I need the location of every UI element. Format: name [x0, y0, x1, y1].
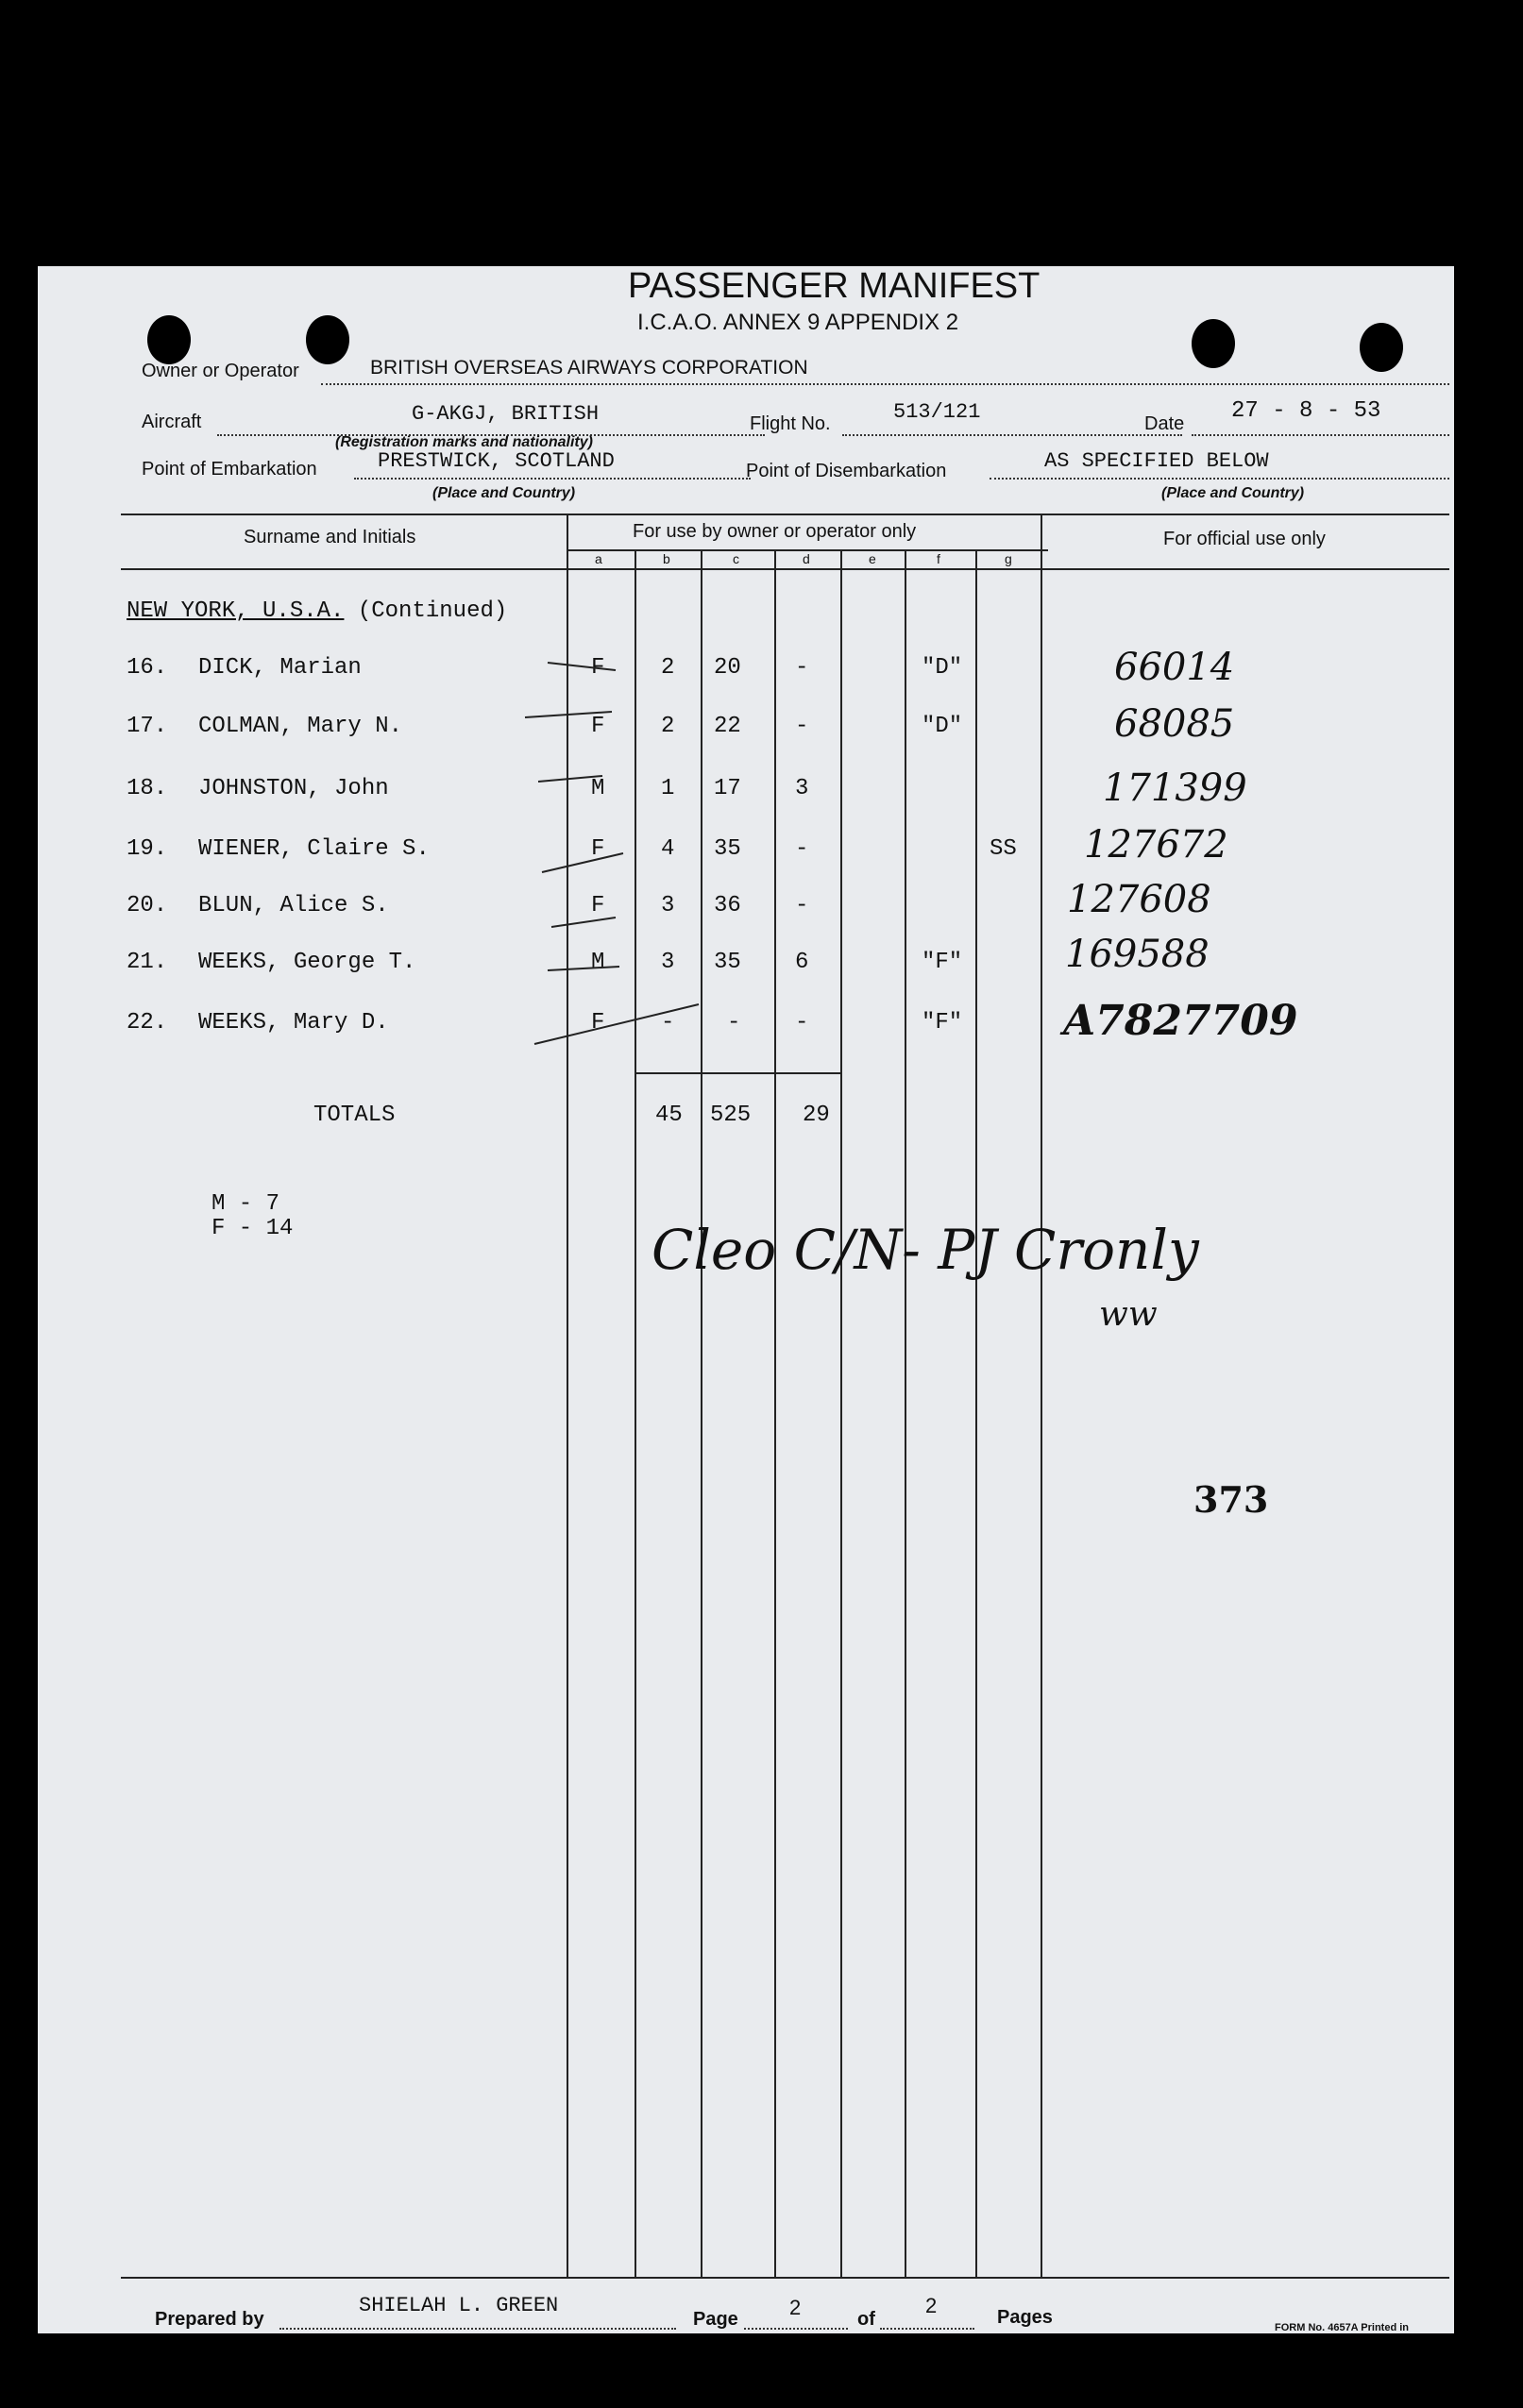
cell-d: -: [795, 836, 809, 862]
cell-c: 35: [714, 836, 741, 862]
embark-note: (Place and Country): [432, 485, 576, 501]
aircraft-note: (Registration marks and nationality): [335, 434, 593, 450]
tick-mark: [551, 918, 616, 927]
subcol-c: c: [733, 551, 739, 566]
flight-value: 513/121: [893, 400, 981, 424]
date-value: 27 - 8 - 53: [1231, 398, 1381, 424]
col-surname-header: Surname and Initials: [244, 527, 416, 547]
cell-a: F: [591, 655, 605, 681]
cell-a: F: [591, 1010, 605, 1036]
cell-a: F: [591, 893, 605, 918]
cell-f: "D": [922, 714, 963, 739]
tick-mark: [534, 1004, 699, 1044]
cell-g: SS: [990, 836, 1017, 862]
of-label: of: [857, 2309, 875, 2330]
row-number: 22.: [127, 1010, 168, 1036]
embark-value: PRESTWICK, SCOTLAND: [378, 449, 615, 473]
cell-a: F: [591, 714, 605, 739]
cell-c: 35: [714, 950, 741, 975]
official-signature: Cleo C/N- PJ Cronly: [652, 1218, 1199, 1282]
official-number: 127608: [1067, 878, 1211, 921]
disembark-note: (Place and Country): [1161, 485, 1305, 501]
prepared-value: SHIELAH L. GREEN: [359, 2294, 559, 2317]
col-owner-use-header: For use by owner or operator only: [633, 521, 917, 542]
cell-c: 22: [714, 714, 741, 739]
form-title: PASSENGER MANIFEST: [628, 266, 1041, 306]
official-number: 68085: [1114, 702, 1235, 746]
passenger-name: WEEKS, George T.: [198, 950, 416, 975]
pages-label: Pages: [997, 2307, 1053, 2328]
official-number: 169588: [1065, 933, 1210, 976]
cell-b: 4: [661, 836, 675, 862]
of-line: [880, 2328, 974, 2330]
tick-mark: [525, 712, 612, 717]
cell-c: 20: [714, 655, 741, 681]
disembark-label: Point of Disembarkation: [746, 461, 947, 481]
cell-f: "F": [922, 950, 963, 975]
official-initials: ww: [1099, 1295, 1158, 1334]
owner-value: BRITISH OVERSEAS AIRWAYS CORPORATION: [370, 357, 808, 379]
cell-d: 3: [795, 776, 809, 801]
of-value: 2: [925, 2294, 938, 2317]
row-number: 20.: [127, 893, 168, 918]
row-number: 21.: [127, 950, 168, 975]
subcol-g: g: [1005, 551, 1012, 566]
section-suffix: (Continued): [357, 598, 508, 624]
form-subtitle: I.C.A.O. ANNEX 9 APPENDIX 2: [637, 310, 959, 335]
disembark-value: AS SPECIFIED BELOW: [1044, 449, 1269, 473]
official-number: A7827709: [1063, 997, 1298, 1045]
prepared-line: [279, 2328, 676, 2330]
cell-b: -: [661, 1010, 675, 1036]
cell-b: 3: [661, 893, 675, 918]
passenger-name: WIENER, Claire S.: [198, 836, 430, 862]
section-destination: NEW YORK, U.S.A.: [127, 598, 345, 624]
tick-mark: [548, 663, 616, 670]
page-value: 2: [789, 2296, 802, 2319]
cell-c: 17: [714, 776, 741, 801]
cell-b: 3: [661, 950, 675, 975]
tick-marks: [38, 266, 1454, 1116]
stamp-number: 373: [1193, 1478, 1269, 1521]
total-c: 525: [710, 1103, 752, 1128]
cell-d: 6: [795, 950, 809, 975]
subcol-b: b: [663, 551, 670, 566]
passenger-name: BLUN, Alice S.: [198, 893, 389, 918]
aircraft-value: G-AKGJ, BRITISH: [412, 402, 600, 426]
row-number: 17.: [127, 714, 168, 739]
cell-d: -: [795, 655, 809, 681]
cell-d: -: [795, 893, 809, 918]
page-label: Page: [693, 2309, 738, 2330]
tally-male: M - 7: [212, 1191, 280, 1217]
cell-b: 2: [661, 714, 675, 739]
prepared-label: Prepared by: [155, 2309, 264, 2330]
tally-female: F - 14: [212, 1216, 294, 1241]
cell-f: "F": [922, 1010, 963, 1036]
manifest-sheet: [38, 266, 1454, 2333]
form-number: FORM No. 4657A Printed in: [1275, 2322, 1410, 2333]
total-d: 29: [803, 1103, 830, 1128]
cell-d: -: [795, 714, 809, 739]
tick-mark: [548, 967, 619, 970]
subcol-d: d: [803, 551, 810, 566]
cell-a: F: [591, 836, 605, 862]
official-number: 66014: [1114, 646, 1235, 689]
page-line: [744, 2328, 848, 2330]
aircraft-label: Aircraft: [142, 412, 202, 432]
cell-a: M: [591, 776, 605, 801]
row-number: 18.: [127, 776, 168, 801]
cell-d: -: [795, 1010, 809, 1036]
owner-label: Owner or Operator: [142, 361, 299, 381]
official-number: 127672: [1084, 823, 1228, 867]
cell-c: -: [727, 1010, 741, 1036]
passenger-name: JOHNSTON, John: [198, 776, 389, 801]
date-label: Date: [1144, 413, 1185, 434]
col-official-header: For official use only: [1163, 529, 1326, 549]
embark-label: Point of Embarkation: [142, 459, 317, 480]
passenger-name: WEEKS, Mary D.: [198, 1010, 389, 1036]
passenger-name: DICK, Marian: [198, 655, 362, 681]
table-bottom-rule: [121, 2277, 1449, 2279]
totals-label: TOTALS: [313, 1103, 396, 1128]
cell-f: "D": [922, 655, 963, 681]
flight-label: Flight No.: [750, 413, 831, 434]
subcol-e: e: [869, 551, 876, 566]
subcol-f: f: [937, 551, 940, 566]
totals-rule: [635, 1072, 840, 1074]
tick-mark: [538, 776, 602, 782]
row-number: 19.: [127, 836, 168, 862]
official-number: 171399: [1103, 766, 1247, 810]
cell-b: 1: [661, 776, 675, 801]
cell-c: 36: [714, 893, 741, 918]
total-b: 45: [655, 1103, 683, 1128]
cell-a: M: [591, 950, 605, 975]
totals-row: [38, 1103, 1454, 1140]
row-number: 16.: [127, 655, 168, 681]
tick-mark: [542, 853, 623, 872]
cell-b: 2: [661, 655, 675, 681]
subcol-a: a: [595, 551, 602, 566]
passenger-name: COLMAN, Mary N.: [198, 714, 403, 739]
